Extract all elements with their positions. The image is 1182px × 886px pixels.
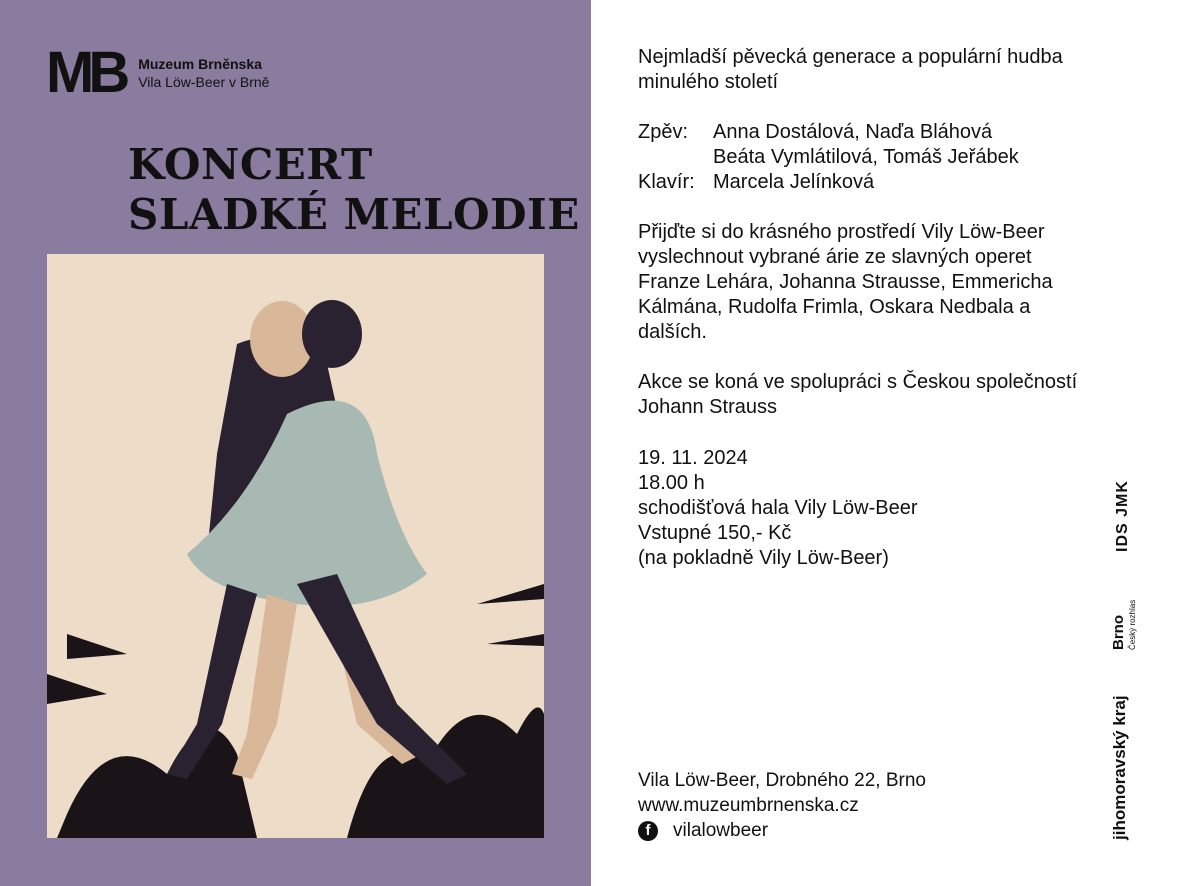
- credit-row: [638, 120, 1078, 145]
- event-price: Vstupné 150,- Kč: [638, 522, 792, 544]
- footer: [638, 768, 926, 843]
- event-venue: schodišťová hala Vily Löw-Beer: [638, 497, 918, 519]
- intro-text: Nejmladší pěvecká generace a populární hudba minulého století: [638, 46, 1063, 93]
- title-line1: KONCERT: [128, 140, 373, 189]
- dancing-couple-illustration: [47, 254, 544, 838]
- facebook-handle: vilalowbeer: [673, 820, 769, 841]
- credit-label: Zpěv:: [638, 121, 689, 143]
- logo-line1: Muzeum Brněnska: [138, 56, 262, 72]
- facebook-icon: f: [638, 821, 658, 841]
- event-date: 19. 11. 2024: [638, 447, 748, 469]
- credit-row: [638, 145, 1078, 170]
- museum-logo[interactable]: [46, 40, 270, 105]
- credits: [638, 120, 1078, 195]
- brno-logo: Brno: [1110, 615, 1127, 650]
- address: Vila Löw-Beer, Drobného 22, Brno: [638, 770, 926, 791]
- website-link[interactable]: www.muzeumbrnenska.cz: [638, 795, 859, 816]
- ids-jmk-logo: IDS JMK: [1114, 480, 1131, 552]
- credit-label: [638, 145, 713, 170]
- facebook-link[interactable]: [638, 818, 926, 843]
- description-text: Přijďte si do krásného prostředí Vily Löw-Beer vyslechnout vybrané árie ze slavných operet Franze Lehára, Johanna Strausse, Emmericha Kálmána, Rudolfa Frimla, Oskara Nedbala a dalších.: [638, 221, 1053, 343]
- jihomoravsky-kraj-logo: jihomoravský kraj: [1110, 695, 1129, 840]
- event-time: 18.00 h: [638, 472, 705, 494]
- event-details: [638, 446, 1078, 571]
- ticket-note: (na pokladně Vily Löw-Beer): [638, 547, 889, 569]
- credit-value: Anna Dostálová, Naďa Bláhová: [713, 121, 993, 143]
- cooperation-text: Akce se koná ve spolupráci s Českou společností Johann Strauss: [638, 371, 1078, 418]
- mb-logo-mark: MB: [46, 40, 125, 105]
- cesky-rozhlas-logo: Český rozhlas: [1128, 599, 1137, 650]
- credit-value: Marcela Jelínková: [713, 171, 875, 193]
- credit-value: Beáta Vymlátilová, Tomáš Jeřábek: [713, 146, 1019, 168]
- logo-line2: Vila Löw-Beer v Brně: [138, 74, 270, 90]
- artwork-svg: [47, 254, 544, 838]
- credit-row: [638, 170, 1078, 195]
- credit-label: Klavír:: [638, 171, 695, 193]
- logo-text: [138, 55, 269, 91]
- sponsor-logos: [1100, 460, 1150, 850]
- concert-title: [128, 140, 580, 240]
- title-line2: SLADKÉ MELODIE: [128, 190, 580, 239]
